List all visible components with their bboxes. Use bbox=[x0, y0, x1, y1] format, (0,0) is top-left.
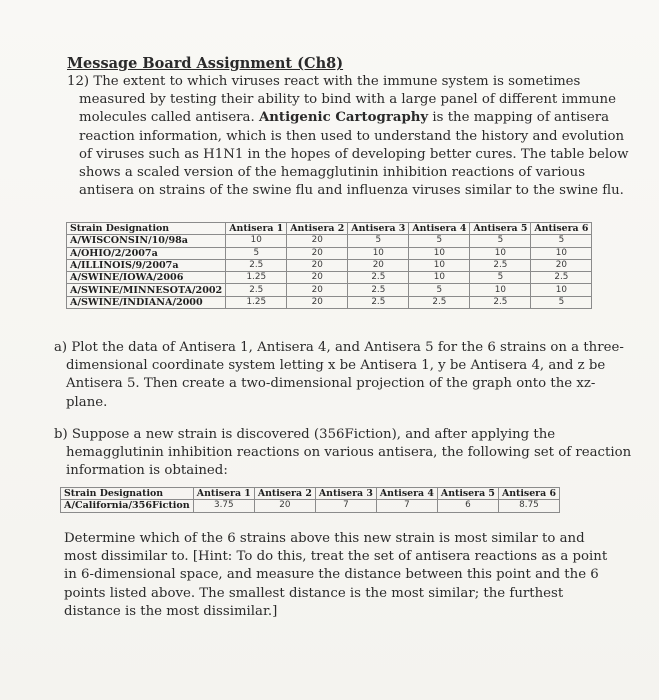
value-cell: 5 bbox=[409, 235, 470, 247]
value-cell: 10 bbox=[409, 259, 470, 271]
value-cell: 5 bbox=[531, 296, 592, 308]
column-header-antisera-4: Antisera 4 bbox=[376, 488, 437, 500]
value-cell: 2.5 bbox=[531, 272, 592, 284]
value-cell: 20 bbox=[531, 259, 592, 271]
column-header-antisera-6: Antisera 6 bbox=[498, 488, 559, 500]
value-cell: 5 bbox=[226, 247, 287, 259]
value-cell: 2.5 bbox=[226, 259, 287, 271]
page-title: Message Board Assignment (Ch8) bbox=[67, 55, 344, 72]
question-b: b) Suppose a new strain is discovered (356Fiction), and after applying the hemagglutinin inhibition reactions on various antisera, the following set of reaction information is obtained: bbox=[54, 427, 632, 479]
value-cell: 20 bbox=[287, 259, 348, 271]
value-cell: 20 bbox=[287, 296, 348, 308]
table-header-row bbox=[67, 223, 592, 235]
column-header-strain: Strain Designation bbox=[67, 223, 226, 235]
strain-name-cell: A/OHIO/2/2007a bbox=[67, 247, 226, 259]
table-row bbox=[67, 259, 592, 271]
value-cell: 10 bbox=[409, 247, 470, 259]
strain-name-cell: A/WISCONSIN/10/98a bbox=[67, 235, 226, 247]
question-12-text-b: is the mapping of antisera reaction information, which is then used to understand the history and evolution of viruses such as H1N1 in the hopes of developing better cures. The table below shows a scaled version of the hemagglutinin inhibition reactions of various antisera on strains of the swine flu and influenza viruses similar to the swine flu. bbox=[79, 110, 629, 199]
value-cell: 7 bbox=[376, 500, 437, 512]
value-cell: 5 bbox=[409, 284, 470, 296]
value-cell: 5 bbox=[531, 235, 592, 247]
value-cell: 2.5 bbox=[409, 296, 470, 308]
value-cell: 10 bbox=[531, 284, 592, 296]
table-row bbox=[67, 296, 592, 308]
column-header-antisera-5: Antisera 5 bbox=[437, 488, 498, 500]
value-cell: 1.25 bbox=[226, 272, 287, 284]
value-cell: 2.5 bbox=[348, 284, 409, 296]
value-cell: 2.5 bbox=[348, 296, 409, 308]
column-header-antisera-3: Antisera 3 bbox=[348, 223, 409, 235]
value-cell: 10 bbox=[409, 272, 470, 284]
table-header-row bbox=[61, 488, 560, 500]
value-cell: 2.5 bbox=[470, 259, 531, 271]
antisera-table bbox=[66, 222, 592, 309]
value-cell: 7 bbox=[315, 500, 376, 512]
value-cell: 8.75 bbox=[498, 500, 559, 512]
table-row bbox=[67, 284, 592, 296]
value-cell: 20 bbox=[348, 259, 409, 271]
value-cell: 20 bbox=[254, 500, 315, 512]
value-cell: 5 bbox=[470, 272, 531, 284]
determine-instructions: Determine which of the 6 strains above this new strain is most similar to and most dissimilar to. [Hint: To do this, treat the set of antisera reactions as a point in 6-dimensional space, and measure the distance between this point and the 6 points listed above. The smallest distance is the most similar; the furthest distance is the most dissimilar.] bbox=[64, 531, 608, 619]
value-cell: 10 bbox=[226, 235, 287, 247]
value-cell: 1.25 bbox=[226, 296, 287, 308]
column-header-antisera-6: Antisera 6 bbox=[531, 223, 592, 235]
value-cell: 20 bbox=[287, 284, 348, 296]
column-header-antisera-4: Antisera 4 bbox=[409, 223, 470, 235]
strain-name-cell: A/ILLINOIS/9/2007a bbox=[67, 259, 226, 271]
question-12-text-a: The extent to which viruses react with the immune system is sometimes measured by testing their ability to bind with a large panel of different immune molecules called antisera. bbox=[79, 74, 616, 126]
table-row bbox=[61, 500, 560, 512]
strain-name-cell: A/SWINE/IOWA/2006 bbox=[67, 272, 226, 284]
value-cell: 3.75 bbox=[193, 500, 254, 512]
new-strain-table-body bbox=[61, 500, 560, 512]
value-cell: 20 bbox=[287, 235, 348, 247]
new-strain-table bbox=[60, 487, 560, 513]
column-header-antisera-2: Antisera 2 bbox=[254, 488, 315, 500]
column-header-antisera-1: Antisera 1 bbox=[193, 488, 254, 500]
column-header-antisera-1: Antisera 1 bbox=[226, 223, 287, 235]
table-row bbox=[67, 272, 592, 284]
value-cell: 10 bbox=[531, 247, 592, 259]
table-row bbox=[67, 247, 592, 259]
value-cell: 2.5 bbox=[470, 296, 531, 308]
value-cell: 2.5 bbox=[348, 272, 409, 284]
value-cell: 20 bbox=[287, 247, 348, 259]
strain-name-cell: A/California/356Fiction bbox=[61, 500, 194, 512]
column-header-antisera-5: Antisera 5 bbox=[470, 223, 531, 235]
question-12 bbox=[67, 73, 639, 200]
value-cell: 10 bbox=[348, 247, 409, 259]
column-header-strain: Strain Designation bbox=[61, 488, 194, 500]
question-a: a) Plot the data of Antisera 1, Antisera 4, and Antisera 5 for the 6 strains on a three-dimensional coordinate system letting x be Antisera 1, y be Antisera 4, and z be Antisera 5. Then create a two-dimensional projection of the graph onto the xz-plane. bbox=[54, 340, 624, 410]
value-cell: 10 bbox=[470, 284, 531, 296]
column-header-antisera-2: Antisera 2 bbox=[287, 223, 348, 235]
value-cell: 10 bbox=[470, 247, 531, 259]
value-cell: 6 bbox=[437, 500, 498, 512]
column-header-antisera-3: Antisera 3 bbox=[315, 488, 376, 500]
value-cell: 20 bbox=[287, 272, 348, 284]
value-cell: 5 bbox=[470, 235, 531, 247]
value-cell: 5 bbox=[348, 235, 409, 247]
value-cell: 2.5 bbox=[226, 284, 287, 296]
strain-name-cell: A/SWINE/MINNESOTA/2002 bbox=[67, 284, 226, 296]
question-number: 12) bbox=[67, 74, 90, 89]
strain-name-cell: A/SWINE/INDIANA/2000 bbox=[67, 296, 226, 308]
question-12-bold-term: Antigenic Cartography bbox=[258, 110, 429, 126]
table-row bbox=[67, 235, 592, 247]
antisera-table-body bbox=[67, 235, 592, 309]
